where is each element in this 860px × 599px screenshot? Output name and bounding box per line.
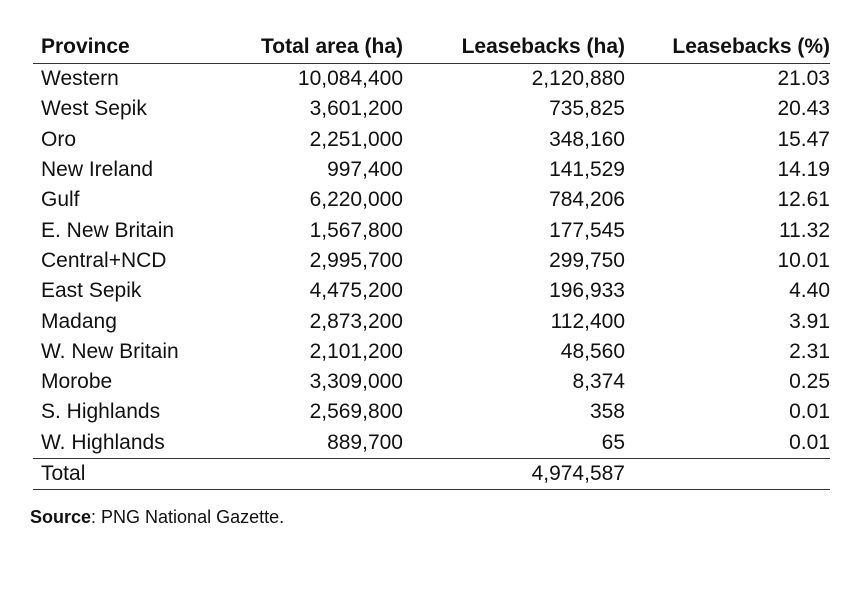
table-row bbox=[33, 185, 830, 215]
province-cell: West Sepik bbox=[41, 97, 147, 121]
leasebacks-pct-cell: 2.31 bbox=[789, 339, 830, 363]
header-province: Province bbox=[33, 30, 233, 64]
source-label: Source bbox=[30, 507, 92, 527]
total-area-cell: 2,995,700 bbox=[309, 248, 403, 272]
total-row bbox=[33, 458, 830, 489]
leasebacks-ha-cell: 8,374 bbox=[572, 370, 625, 394]
table-row bbox=[33, 397, 830, 427]
table-row bbox=[33, 125, 830, 155]
leasebacks-ha-cell: 358 bbox=[589, 400, 625, 424]
table-row bbox=[33, 337, 830, 367]
table-row bbox=[33, 246, 830, 276]
province-cell: S. Highlands bbox=[41, 400, 161, 424]
total-area-cell: 889,700 bbox=[327, 430, 403, 454]
header-row bbox=[33, 30, 830, 64]
source-text: : PNG National Gazette. bbox=[91, 507, 285, 527]
leasebacks-pct-cell: 14.19 bbox=[777, 158, 830, 182]
leasebacks-pct-cell: 3.91 bbox=[789, 309, 830, 333]
province-cell: Central+NCD bbox=[41, 248, 167, 272]
total-area-cell: 2,101,200 bbox=[309, 339, 403, 363]
province-cell: Western bbox=[41, 67, 119, 91]
province-cell: E. New Britain bbox=[41, 218, 175, 242]
province-cell: Gulf bbox=[41, 188, 80, 212]
leasebacks-pct-cell: 20.43 bbox=[777, 97, 830, 121]
province-cell: W. Highlands bbox=[41, 430, 165, 454]
province-cell: Madang bbox=[41, 309, 117, 333]
province-cell: East Sepik bbox=[41, 279, 142, 303]
leasebacks-ha-cell: 784,206 bbox=[549, 188, 625, 212]
leasebacks-ha-cell: 65 bbox=[601, 430, 625, 454]
total-area-cell: 3,601,200 bbox=[309, 97, 403, 121]
leasebacks-ha-cell: 2,120,880 bbox=[531, 67, 625, 91]
province-cell: Oro bbox=[41, 127, 77, 151]
total-area-cell: 6,220,000 bbox=[309, 188, 403, 212]
table-row bbox=[33, 367, 830, 397]
total-leasebacks-pct bbox=[625, 458, 830, 489]
province-cell: Morobe bbox=[41, 370, 113, 394]
leasebacks-ha-cell: 141,529 bbox=[549, 158, 625, 182]
table-row bbox=[33, 155, 830, 185]
total-area-cell bbox=[233, 458, 403, 489]
total-area-cell: 2,251,000 bbox=[309, 127, 403, 151]
source-note bbox=[30, 507, 284, 528]
table-row bbox=[33, 215, 830, 245]
leasebacks-ha-cell: 177,545 bbox=[549, 218, 625, 242]
leasebacks-ha-cell: 48,560 bbox=[560, 339, 625, 363]
table-body bbox=[33, 64, 830, 459]
table-row bbox=[33, 276, 830, 306]
leasebacks-ha-cell: 735,825 bbox=[549, 97, 625, 121]
leasebacks-pct-cell: 0.01 bbox=[789, 430, 830, 454]
leasebacks-ha-cell: 196,933 bbox=[549, 279, 625, 303]
total-area-cell: 2,569,800 bbox=[309, 400, 403, 424]
header-leasebacks-ha: Leasebacks (ha) bbox=[403, 30, 625, 64]
leasebacks-pct-cell: 11.32 bbox=[779, 218, 830, 242]
total-label: Total bbox=[33, 458, 233, 489]
leasebacks-pct-cell: 10.01 bbox=[777, 248, 830, 272]
leasebacks-table-container bbox=[33, 30, 830, 490]
leasebacks-pct-cell: 0.25 bbox=[789, 370, 830, 394]
leasebacks-ha-cell: 299,750 bbox=[549, 248, 625, 272]
table-row bbox=[33, 64, 830, 95]
header-leasebacks-pct: Leasebacks (%) bbox=[625, 30, 830, 64]
leasebacks-pct-cell: 21.03 bbox=[777, 67, 830, 91]
table-row bbox=[33, 94, 830, 124]
leasebacks-table bbox=[33, 30, 830, 490]
total-leasebacks-ha: 4,974,587 bbox=[403, 458, 625, 489]
leasebacks-ha-cell: 112,400 bbox=[550, 309, 625, 333]
leasebacks-pct-cell: 0.01 bbox=[789, 400, 830, 424]
total-area-cell: 2,873,200 bbox=[309, 309, 403, 333]
total-area-cell: 4,475,200 bbox=[309, 279, 403, 303]
province-cell: W. New Britain bbox=[41, 339, 179, 363]
leasebacks-ha-cell: 348,160 bbox=[549, 127, 625, 151]
header-total-area: Total area (ha) bbox=[233, 30, 403, 64]
leasebacks-pct-cell: 15.47 bbox=[777, 127, 830, 151]
province-cell: New Ireland bbox=[41, 158, 154, 182]
total-area-cell: 10,084,400 bbox=[297, 67, 403, 91]
table-row bbox=[33, 306, 830, 336]
total-area-cell: 1,567,800 bbox=[309, 218, 403, 242]
leasebacks-pct-cell: 12.61 bbox=[777, 188, 830, 212]
table-row bbox=[33, 428, 830, 459]
total-area-cell: 3,309,000 bbox=[309, 370, 403, 394]
total-area-cell: 997,400 bbox=[327, 158, 403, 182]
leasebacks-pct-cell: 4.40 bbox=[789, 279, 830, 303]
